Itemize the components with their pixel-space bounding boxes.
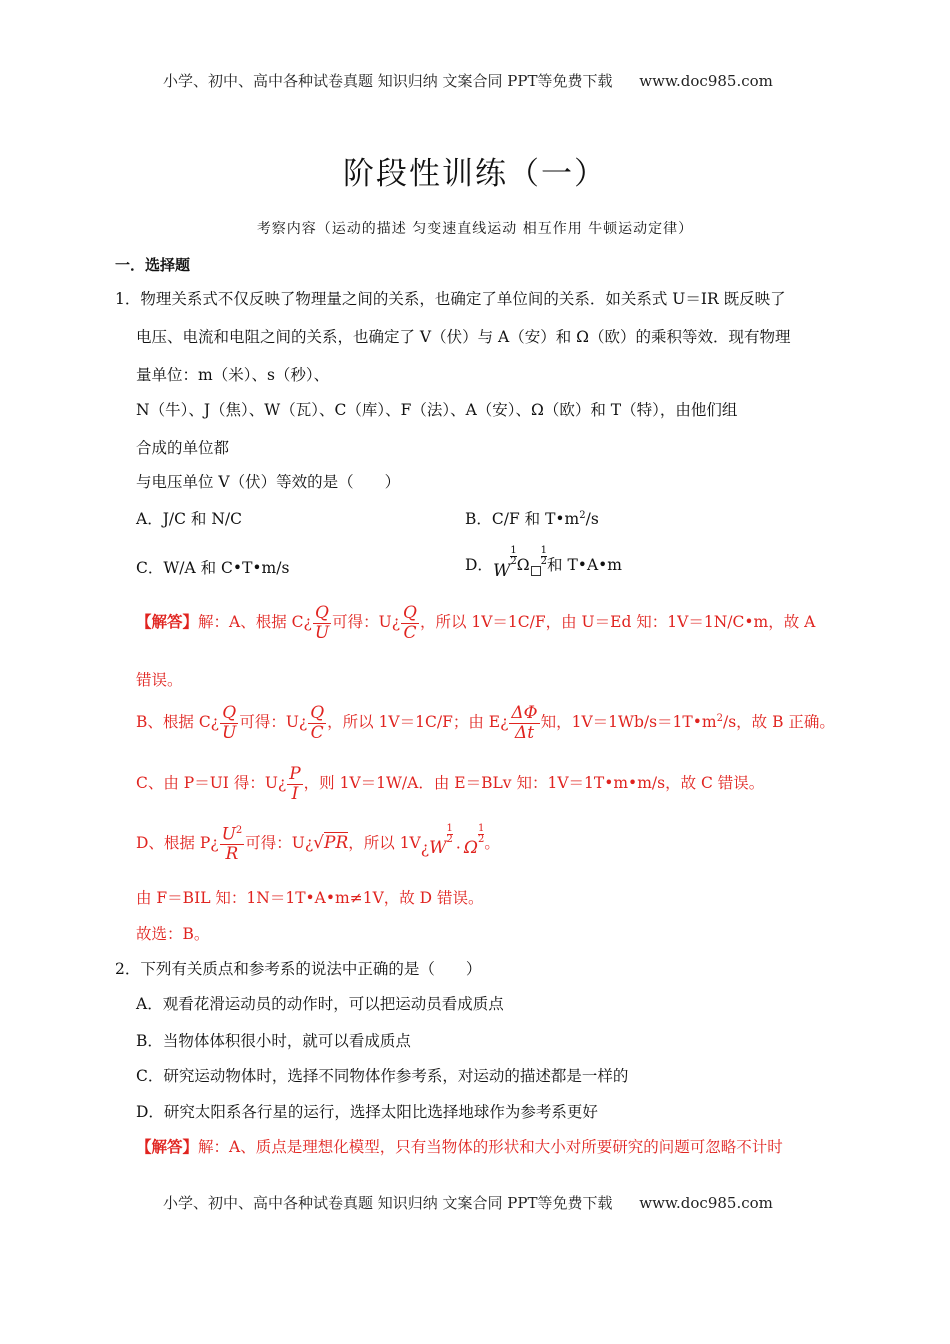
placeholder-box-icon: [531, 566, 541, 576]
q1-line-4: N（牛）、J（焦）、W（瓦）、C（库）、F（法）、A（安）、Ω（欧）和 T（特），由他们组: [136, 401, 738, 419]
ans1-line-d: [136, 824, 500, 864]
frac-den: U: [222, 722, 237, 743]
q1-option-a[interactable]: A．J/C 和 N/C: [136, 510, 242, 528]
q1-line-6: 与电压单位 V（伏）等效的是（ ）: [136, 473, 401, 491]
ans1-d-dot: ·: [455, 839, 461, 858]
ans1-line-a: [136, 604, 815, 642]
ans1-d-pre: D、根据 P¿: [136, 834, 219, 853]
frac-num-sup: 2: [235, 824, 243, 836]
ans1-b-mid1: 可得：U¿: [239, 713, 308, 732]
ans1-c-pre: C、由 P＝UI 得：U¿: [136, 774, 287, 793]
frac-den: C: [310, 722, 324, 743]
q1-option-d[interactable]: [465, 546, 622, 581]
frac-num: 1: [446, 823, 453, 834]
q1-option-d-w: W: [492, 561, 511, 582]
frac-num: Q: [310, 703, 325, 723]
q2-option-b[interactable]: B．当物体体积很小时，就可以看成质点: [136, 1032, 411, 1050]
ans1-d-post: 。: [484, 834, 500, 853]
ans1-d-inv: ¿: [420, 839, 430, 858]
frac-num: Q: [220, 704, 238, 724]
section-heading: 一．选择题: [115, 256, 191, 274]
ans1-b-mid3: 知，1V＝1Wb/s＝1T•m: [540, 713, 717, 732]
frac-den: I: [291, 783, 299, 804]
frac-den: C: [403, 622, 417, 643]
frac-num: 1: [477, 823, 485, 834]
ans1-choice: 故选：B。: [136, 925, 210, 943]
q2-stem: 2．下列有关质点和参考系的说法中正确的是（ ）: [115, 960, 482, 978]
q2-option-c[interactable]: C．研究运动物体时，选择不同物体作参考系，对运动的描述都是一样的: [136, 1067, 629, 1085]
ans1-b-mid2: ，所以 1V＝1C/F；由 E¿: [327, 713, 509, 732]
ans1-d-w: W: [429, 838, 447, 859]
ans1-d-mid1: 可得：U¿: [245, 834, 314, 853]
q1-option-c[interactable]: C．W/A 和 C•T•m/s: [136, 559, 290, 577]
q1-option-b-sup: 2: [579, 509, 586, 521]
sqrt-icon: √: [313, 833, 325, 854]
page-header: [163, 70, 773, 91]
ans1-b-pre: B、根据 C¿: [136, 713, 219, 732]
ans1-a-pre: 解：A、根据 C¿: [198, 613, 312, 632]
q1-line-3: 量单位：m（米）、s（秒）、: [136, 366, 330, 384]
q1-line-2: 电压、电流和电阻之间的关系，也确定了 V（伏）与 A（安）和 Ω（欧）的乘积等效．现有物理: [136, 328, 791, 346]
ans1-line-c: [136, 765, 764, 803]
ans1-line-a2: 错误。: [136, 671, 183, 689]
ans1-line-b: [136, 704, 835, 742]
frac-den: 2: [446, 834, 453, 845]
footer-text: 小学、初中、高中各种试卷真题 知识归纳 文案合同 PPT等免费下载: [163, 1194, 613, 1212]
ans1-d-omega: Ω: [463, 838, 478, 859]
frac-den: 2: [510, 556, 517, 567]
answer-tag: 【解答】: [136, 612, 199, 632]
ans1-d-root: PR: [324, 833, 349, 854]
ans1-c-post: ，则 1V＝1W/A．由 E＝BLv 知：1V＝1T•m•m/s，故 C 错误。: [303, 774, 765, 793]
answer-tag: 【解答】: [136, 1137, 199, 1156]
q1-option-b-pre: B．C/F 和 T•m: [465, 510, 580, 528]
frac-num: ΔΦ: [511, 703, 538, 723]
ans1-d-mid2: ，所以 1V: [348, 834, 421, 853]
page-subtitle: 考察内容（运动的描述 匀变速直线运动 相互作用 牛顿运动定律）: [256, 221, 694, 237]
q1-option-b[interactable]: [465, 507, 599, 529]
frac-num: 1: [540, 545, 548, 556]
q2-option-d[interactable]: D．研究太阳系各行星的运行，选择太阳比选择地球作为参考系更好: [136, 1103, 598, 1121]
footer-site: www.doc985.com: [639, 1194, 773, 1212]
frac-num: Q: [403, 603, 417, 623]
q1-line-1: 1．物理关系式不仅反映了物理量之间的关系，也确定了单位间的关系．如关系式 U＝IR 既反映了: [115, 290, 786, 308]
q1-line-5: 合成的单位都: [136, 439, 230, 457]
frac-num: 1: [510, 545, 517, 556]
q1-option-d-omega: Ω: [516, 556, 530, 575]
ans1-b-sup: 2: [716, 713, 723, 725]
ans1-a-post: ，所以 1V＝1C/F，由 U＝Ed 知：1V＝1N/C•m，故 A: [419, 613, 816, 632]
frac-den: 2: [477, 834, 485, 845]
frac-num: P: [289, 764, 301, 784]
frac-den: R: [225, 843, 239, 864]
ans1-b-post: /s，故 B 正确。: [722, 713, 835, 732]
q1-option-d-pre: D．: [465, 556, 493, 575]
frac-den: 2: [540, 556, 548, 567]
header-site: www.doc985.com: [639, 72, 773, 90]
frac-num: U: [221, 824, 236, 845]
q2-option-a[interactable]: A．观看花滑运动员的动作时，可以把运动员看成质点: [136, 995, 504, 1013]
q1-option-b-post: /s: [585, 510, 599, 528]
page-footer: [163, 1192, 773, 1213]
frac-den: U: [314, 622, 330, 643]
header-text: 小学、初中、高中各种试卷真题 知识归纳 文案合同 PPT等免费下载: [163, 72, 613, 90]
ans1-line-e: 由 F＝BIL 知：1N＝1T•A•m≠1V，故 D 错误。: [136, 889, 484, 907]
ans1-a-mid: 可得：U¿: [332, 613, 401, 632]
page-title: 阶段性训练（一）: [343, 156, 607, 192]
ans2-line: [136, 1135, 783, 1157]
ans2-text: 解：A、质点是理想化模型，只有当物体的形状和大小对所要研究的问题可忽略不计时: [198, 1138, 783, 1156]
frac-num: Q: [313, 604, 331, 624]
q1-option-d-post: 和 T•A•m: [547, 556, 622, 575]
frac-den: Δt: [514, 722, 535, 743]
